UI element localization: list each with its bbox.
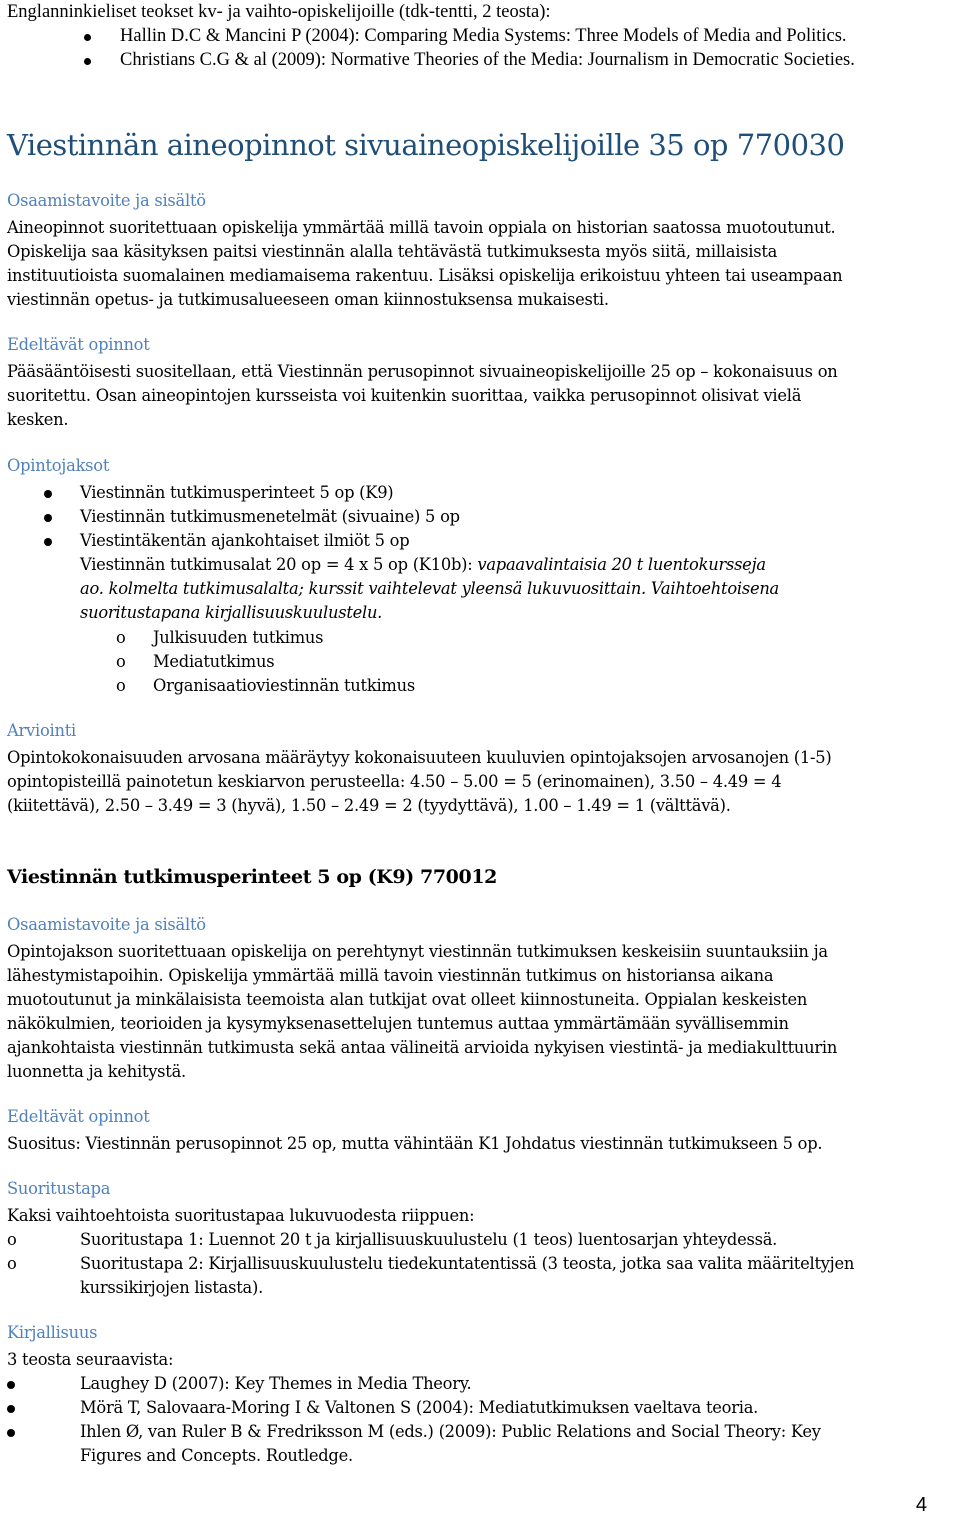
- intro-heading: Englanninkieliset teokset kv- ja vaihto-opiskelijoille (tdk-tentti, 2 teosta):: [7, 2, 551, 22]
- kirjallisuus-intro: 3 teosta seuraavista:: [7, 1350, 174, 1369]
- research-area-list: [7, 626, 415, 698]
- paragraph-edeltavat-opinnot: Pääsääntöisesti suositellaan, että Viestinnän perusopinnot sivuaineopiskelijoille 25 op – kokonaisuus on suoritettu. Osan aineopintojen kursseista voi kuitenkin suorittaa, vaikka perusopinnot olisivat vielä kesken.: [7, 362, 838, 429]
- heading-edeltavat-opinnot: Edeltävät opinnot: [7, 1107, 150, 1126]
- bullet-icon: [84, 58, 91, 65]
- section-title-tutkimusperinteet: Viestinnän tutkimusperinteet 5 op (K9) 770012: [7, 866, 497, 888]
- page-number: 4: [915, 1494, 927, 1516]
- list-item: Laughey D (2007): Key Themes in Media Theory.: [7, 1372, 927, 1396]
- heading-suoritustapa: Suoritustapa: [7, 1179, 111, 1198]
- paragraph-arviointi: Opintokokonaisuuden arvosana määräytyy kokonaisuuteen kuuluvien opintojaksojen arvosanojen (1-5) opintopisteillä painotetun keskiarvon perusteella: 4.50 – 5.00 = 5 (erinomainen), 3.50 – 4.49 = 4 (kiitettävä), 2.50 – 3.49 = 3 (hyvä), 1.50 – 2.49 = 2 (tyydyttävä), 1.00 – 1.49 = 1 (välttävä).: [7, 748, 832, 815]
- list-item: Mörä T, Salovaara-Moring I & Valtonen S (2004): Mediatutkimuksen vaeltava teoria.: [7, 1396, 927, 1420]
- bullet-icon: [44, 538, 52, 546]
- literature-list: [7, 1372, 927, 1468]
- suoritustapa-list: [7, 1228, 927, 1300]
- circle-bullet-icon: o: [7, 1230, 17, 1249]
- heading-osaamistavoite: Osaamistavoite ja sisältö: [7, 191, 206, 210]
- list-item: Hallin D.C & Mancini P (2004): Comparing Media Systems: Three Models of Media and Politics.: [7, 24, 947, 48]
- list-item: Viestintäkentän ajankohtaiset ilmiöt 5 op: [7, 529, 907, 553]
- list-item: Ihlen Ø, van Ruler B & Fredriksson M (eds.) (2009): Public Relations and Social Theory: Key Figures and Concepts. Routledge.: [7, 1420, 927, 1468]
- list-item-tutkimusalat: Viestinnän tutkimusalat 20 op = 4 x 5 op (K10b): vapaavalintaisia 20 t luentokursseja ao. kolmelta tutkimusalalta; kurssit vaihtelevat yleensä lukuvuosittain. Vaihtoehtoisena suoritustapana kirjallisuuskuulustelu.: [80, 555, 780, 622]
- bullet-icon: [7, 1381, 15, 1389]
- paragraph-edeltavat-opinnot: Suositus: Viestinnän perusopinnot 25 op, mutta vähintään K1 Johdatus viestinnän tutkimukseen 5 op.: [7, 1134, 823, 1153]
- bullet-icon: [7, 1429, 15, 1437]
- bullet-icon: [84, 34, 91, 41]
- list-item: o Suoritustapa 2: Kirjallisuuskuulustelu tiedekuntatentissä (3 teosta, jotka saa valita määriteltyjen kurssikirjojen listasta).: [7, 1254, 855, 1297]
- list-item: o Mediatutkimus: [7, 650, 415, 674]
- circle-bullet-icon: o: [116, 652, 126, 671]
- intro-book-list: [7, 24, 947, 72]
- heading-arviointi: Arviointi: [7, 721, 76, 740]
- course-list: [7, 481, 907, 625]
- list-item: Viestinnän tutkimusmenetelmät (sivuaine) 5 op: [7, 505, 907, 529]
- paragraph-osaamistavoite: Aineopinnot suoritettuaan opiskelija ymmärtää millä tavoin oppiala on historian saatossa muotoutunut. Opiskelija saa käsityksen paitsi viestinnän alalla tehtävästä tutkimuksesta myös siitä, millaisista instituutioista suomalainen mediamaisema rakentuu. Lisäksi opiskelija erikoistuu yhteen tai useampaan viestinnän opetus- ja tutkimusalueeseen oman kiinnostuksensa mukaisesti.: [7, 218, 843, 309]
- bullet-icon: [44, 514, 52, 522]
- list-item: Viestinnän tutkimusperinteet 5 op (K9): [7, 481, 907, 505]
- list-item: Christians C.G & al (2009): Normative Theories of the Media: Journalism in Democratic Societies.: [7, 48, 947, 72]
- circle-bullet-icon: o: [116, 628, 126, 647]
- list-item: o Organisaatioviestinnän tutkimus: [7, 674, 415, 698]
- circle-bullet-icon: o: [7, 1254, 17, 1273]
- heading-edeltavat-opinnot: Edeltävät opinnot: [7, 335, 150, 354]
- suoritustapa-intro: Kaksi vaihtoehtoista suoritustapaa lukuvuodesta riippuen:: [7, 1206, 475, 1225]
- bullet-icon: [44, 490, 52, 498]
- list-item: o Suoritustapa 1: Luennot 20 t ja kirjallisuuskuulustelu (1 teos) luentosarjan yhteydessä.: [7, 1228, 927, 1252]
- circle-bullet-icon: o: [116, 676, 126, 695]
- bullet-icon: [7, 1405, 15, 1413]
- heading-kirjallisuus: Kirjallisuus: [7, 1323, 98, 1342]
- list-item: o Julkisuuden tutkimus: [7, 626, 415, 650]
- section-title-aineopinnot: Viestinnän aineopinnot sivuaineopiskelijoille 35 op 770030: [7, 128, 845, 162]
- heading-opintojaksot: Opintojaksot: [7, 456, 110, 475]
- heading-osaamistavoite: Osaamistavoite ja sisältö: [7, 915, 206, 934]
- paragraph-osaamistavoite: Opintojakson suoritettuaan opiskelija on perehtynyt viestinnän tutkimuksen keskeisiin suuntauksiin ja lähestymistapoihin. Opiskelija ymmärtää millä tavoin viestinnän tutkimus on historiansa aikana muotoutunut ja minkälaisista teemoista alan tutkijat ovat olleet kiinnostuneita. Oppialan keskeisten näkökulmien, teorioiden ja kysymyksenasettelujen tuntemus auttaa ymmärtämään syvällisemmin ajankohtaista viestinnän tutkimusta sekä antaa välineitä arvioida nykyisen viestintä- ja mediakulttuurin luonnetta ja kehitystä.: [7, 942, 838, 1081]
